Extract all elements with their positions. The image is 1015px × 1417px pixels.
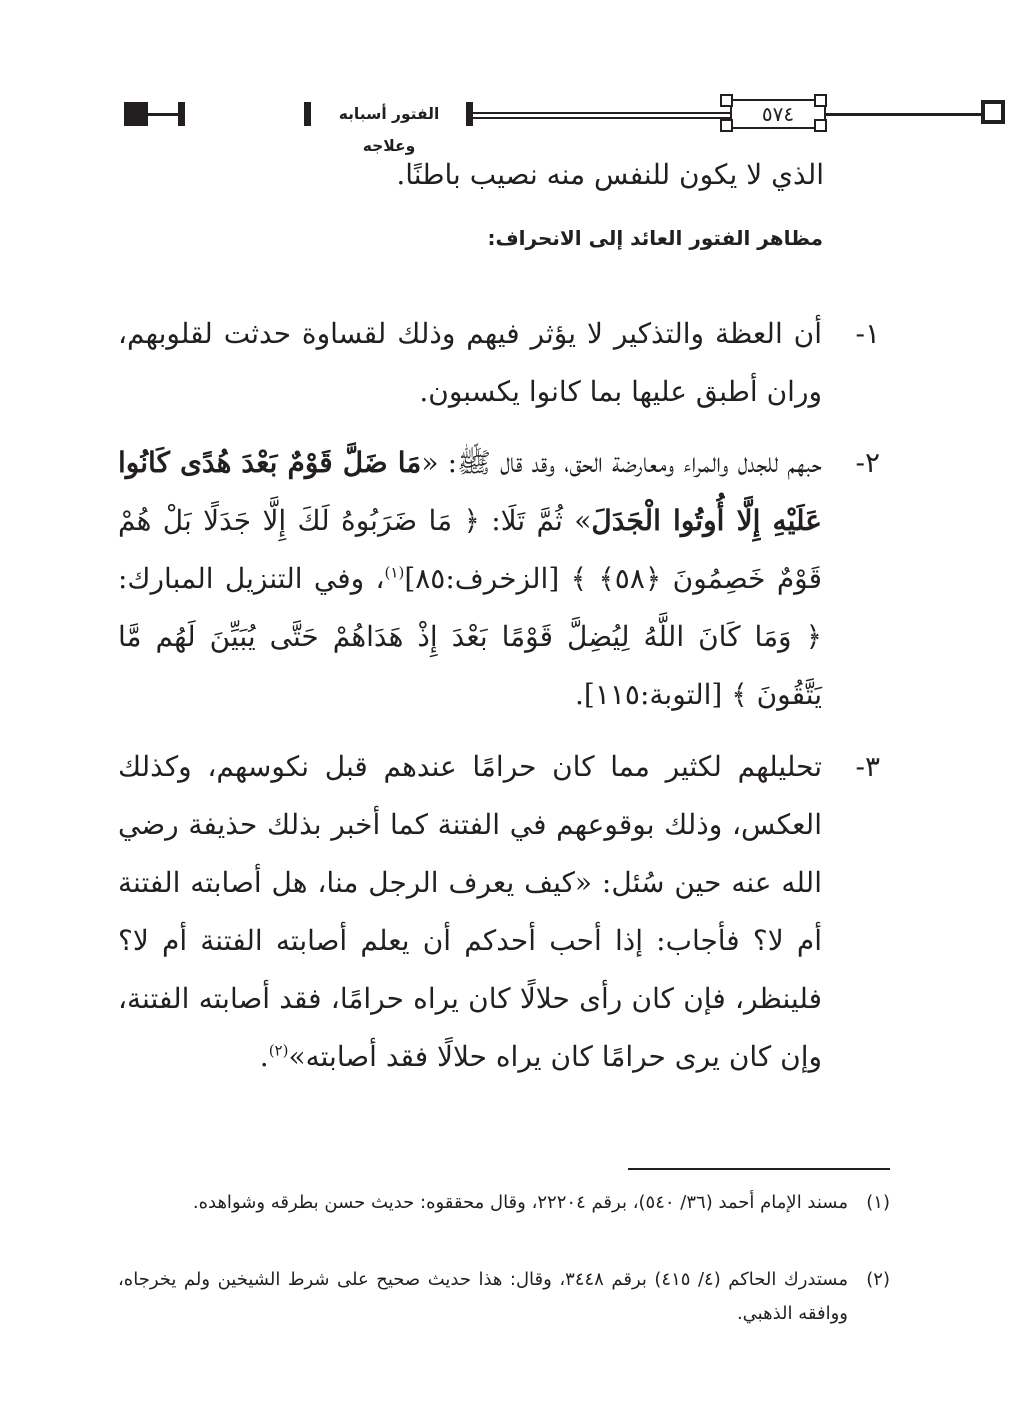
page-box-ornament bbox=[814, 119, 827, 132]
page-box-ornament bbox=[720, 119, 733, 132]
header-rule-right bbox=[826, 113, 981, 116]
footnote-number: (١) bbox=[866, 1192, 890, 1213]
list-item bbox=[118, 738, 880, 1086]
item-body: تحليلهم لكثير مما كان حرامًا عندهم قبل نكوسهم، وكذلك العكس، وذلك بوقوعهم في الفتنة كما أخبر بذلك حذيفة رضي الله عنه حين سُئل: «كيف يعرف الرجل منا، هل أصابته الفتنة أم لا؟ فأجاب: إذا أحب أحدكم أن يعلم أصابته الفتنة أم لا؟ فلينظر، فإن كان رأى حلالًا كان يراه حرامًا، فقد أصابته الفتنة، وإن كان يرى حرامًا كان يراه حلالًا فقد أصابته» bbox=[118, 750, 822, 1073]
header-rule-left bbox=[148, 113, 178, 116]
footnote-ref: (١) bbox=[384, 563, 405, 582]
running-title: الفتور أسبابه وعلاجه bbox=[338, 105, 440, 155]
continuation-text: الذي لا يكون للنفس منه نصيب باطنًا. bbox=[396, 158, 824, 191]
running-header bbox=[120, 98, 895, 155]
footnote bbox=[118, 1186, 890, 1220]
hadith-text: مَا ضَلَّ قَوْمٌ بَعْدَ هُدًى كَانُوا عَلَيْهِ إِلَّا أُوتُوا الْجَدَلَ bbox=[118, 446, 822, 537]
item-text: أن العظة والتذكير لا يؤثر فيهم وذلك لقساوة حدثت لقلوبهم، وران أطبق عليها بما كانوا يكسبون. bbox=[118, 317, 822, 408]
item-number: ١- bbox=[855, 317, 880, 350]
header-bar bbox=[466, 102, 473, 126]
item-end: . bbox=[259, 1040, 269, 1073]
list-item bbox=[118, 434, 880, 724]
page-box-ornament bbox=[720, 94, 733, 107]
header-bar bbox=[178, 102, 185, 126]
header-rule-middle bbox=[473, 112, 730, 114]
footnote-text: مسند الإمام أحمد (٣٦/ ٥٤٠)، برقم ٢٢٢٠٤، وقال محققوه: حديث حسن بطرقه وشواهده. bbox=[192, 1192, 848, 1213]
footnote-text: مستدرك الحاكم (٤/ ٤١٥) برقم ٣٤٤٨، وقال: هذا حديث صحيح على شرط الشيخين ولم يخرجاه، ووافقه الذهبي. bbox=[118, 1269, 848, 1324]
item-text bbox=[118, 738, 822, 1086]
item-text bbox=[118, 434, 822, 724]
section-heading: مظاهر الفتور العائد إلى الانحراف: bbox=[487, 226, 823, 250]
quran-quote: » ثُمَّ تَلَا: ﴿ مَا ضَرَبُوهُ لَكَ إِلَّا جَدَلًا بَلْ هُمْ قَوْمٌ خَصِمُونَ ﴿٥٨﴾ ﴾ [الزخرف:٨٥] bbox=[118, 504, 823, 595]
item-number: ٣- bbox=[855, 750, 880, 783]
page-box-ornament bbox=[814, 94, 827, 107]
header-rule-middle bbox=[473, 117, 730, 119]
footnote-ref: (٢) bbox=[268, 1041, 289, 1060]
item-rest: ، وفي التنزيل المبارك: ﴿ وَمَا كَانَ اللَّهُ لِيُضِلَّ قَوْمًا بَعْدَ إِذْ هَدَاهُمْ حَتَّى يُبَيِّنَ لَهُم مَّا يَتَّقُونَ ﴾ [التوبة:١١٥]. bbox=[118, 562, 822, 711]
header-right-square bbox=[981, 100, 1005, 124]
page-number: ٥٧٤ bbox=[730, 99, 826, 129]
footnote-number: (٢) bbox=[866, 1269, 890, 1290]
header-left-block bbox=[124, 102, 148, 126]
footnote-separator bbox=[628, 1168, 890, 1170]
item-intro: حبهم للجدل والمراء ومعارضة الحق، وقد قال ﷺ: « bbox=[421, 446, 822, 479]
list-item bbox=[118, 305, 880, 421]
header-bar bbox=[304, 102, 311, 126]
footnote bbox=[118, 1263, 890, 1331]
item-number: ٢- bbox=[855, 446, 880, 479]
